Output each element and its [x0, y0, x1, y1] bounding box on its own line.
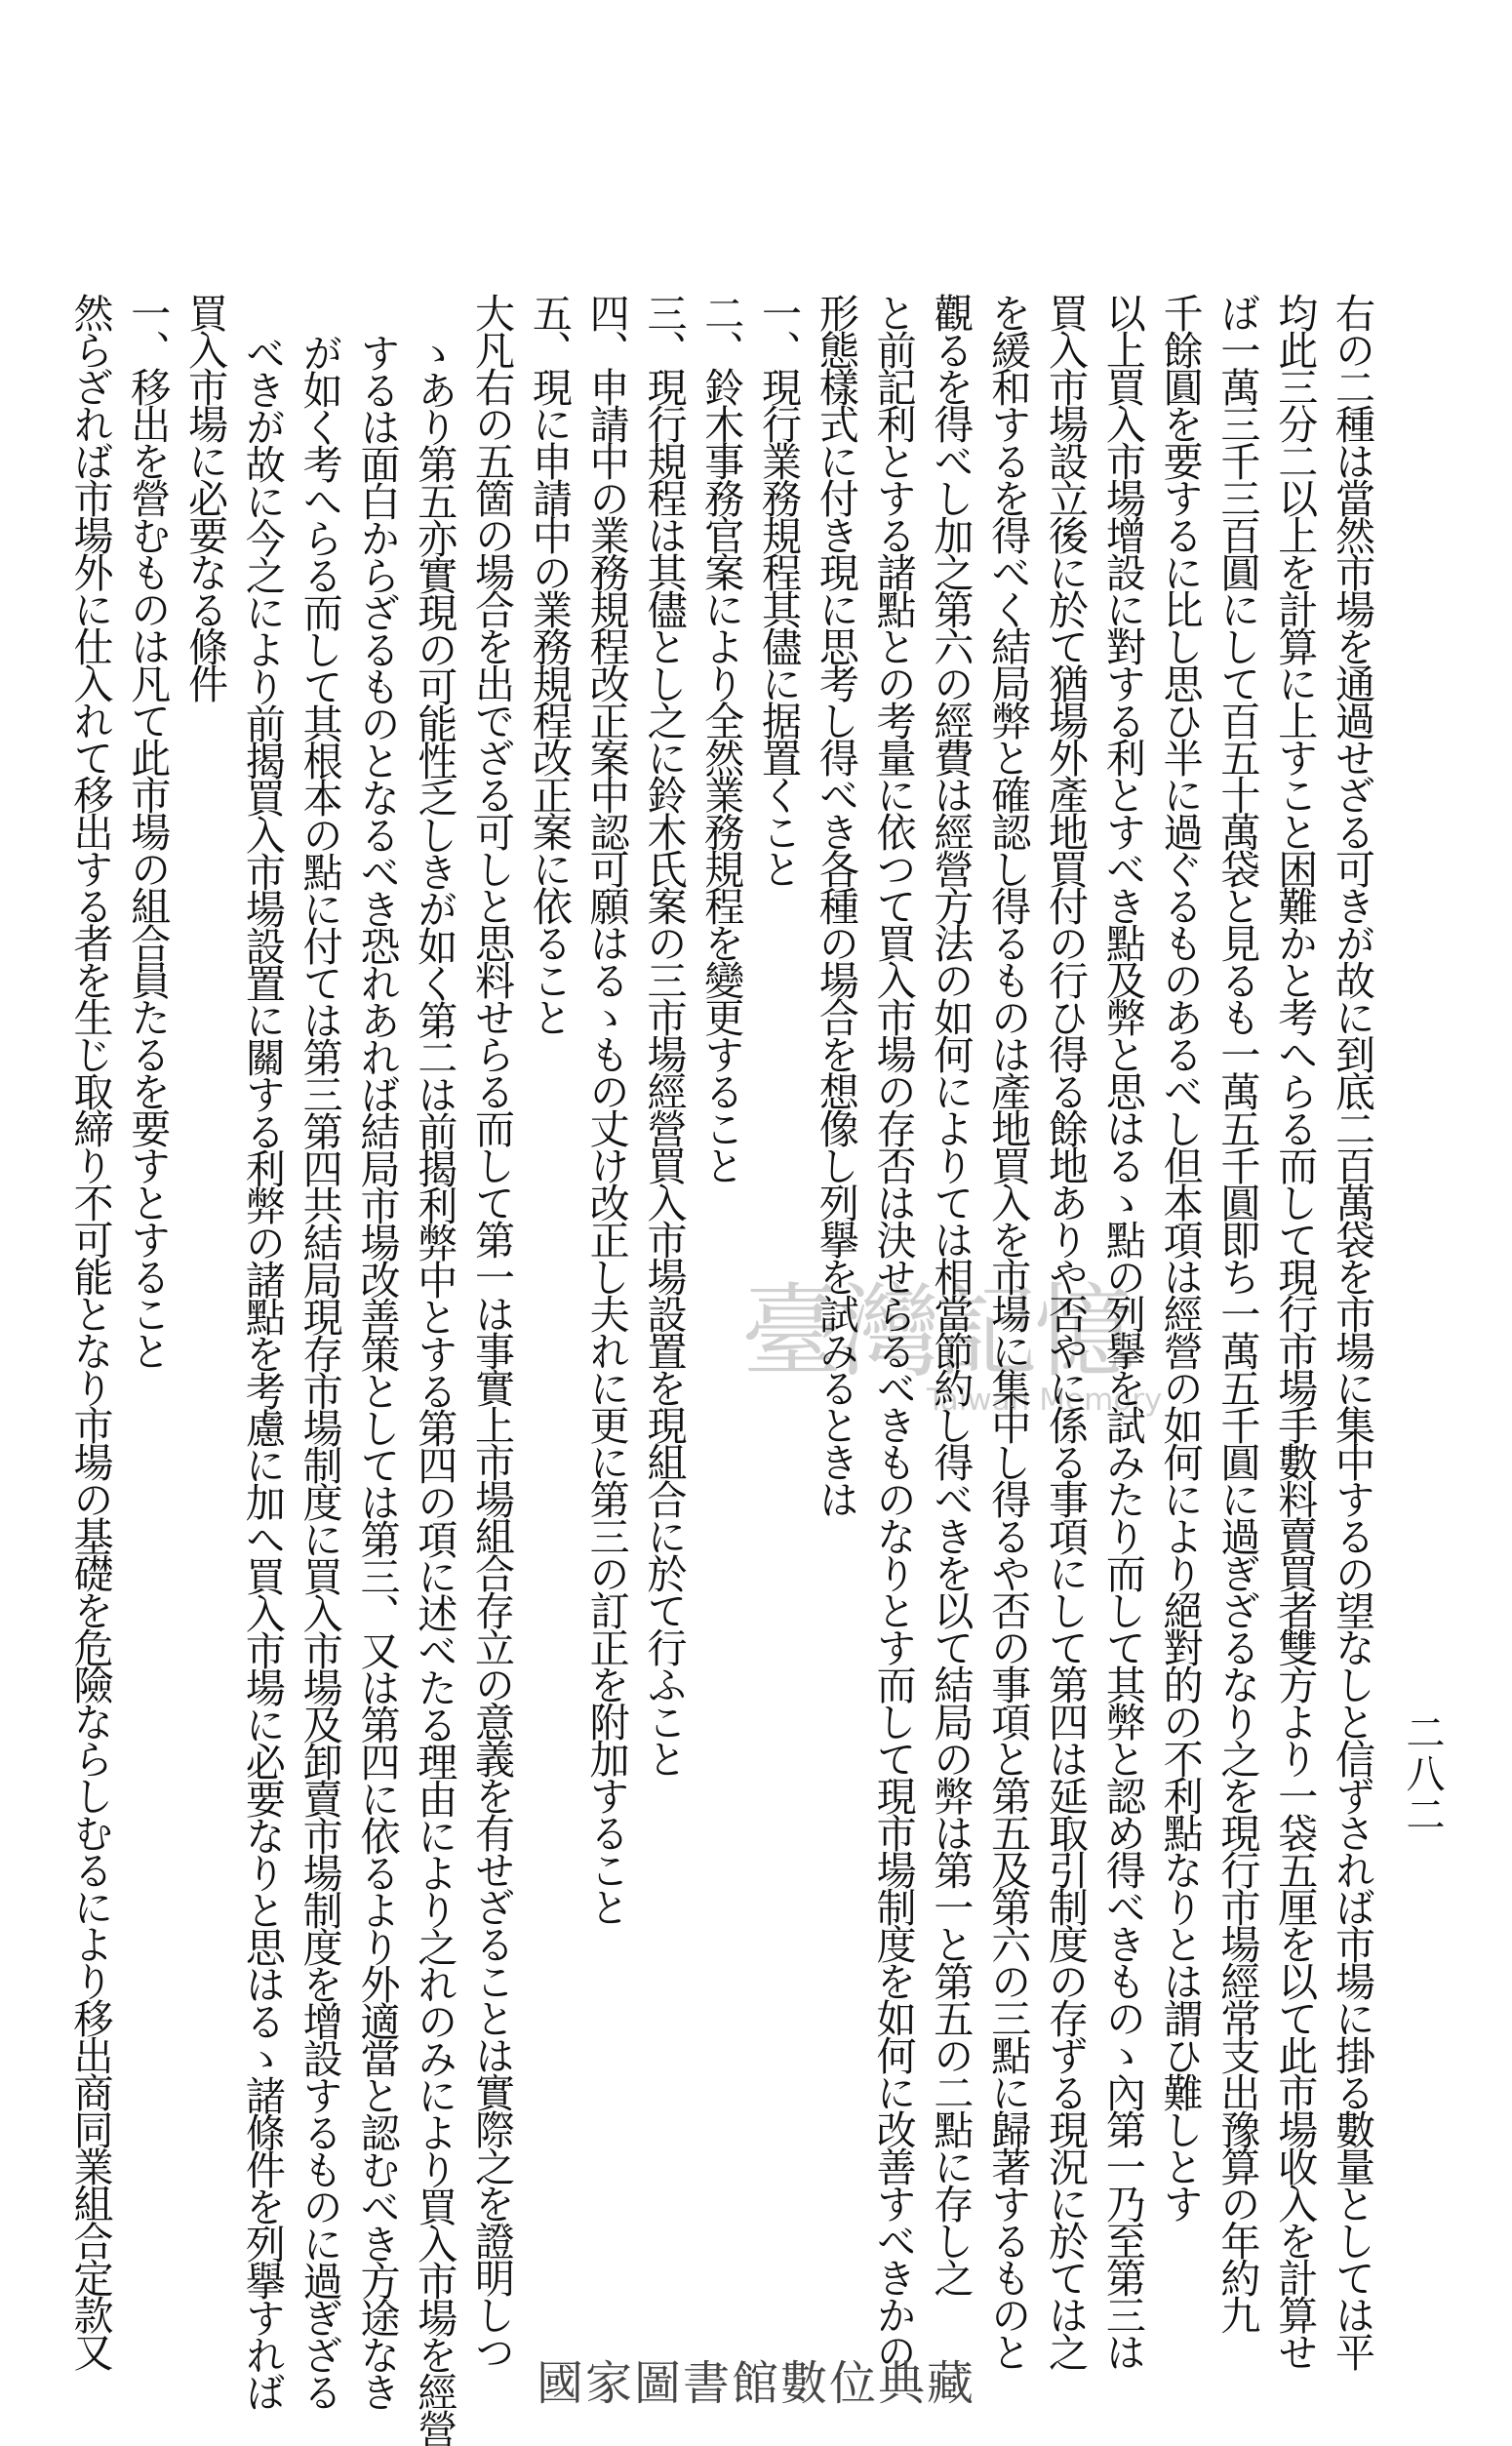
taiwan-memory-watermark [741, 1273, 1288, 1429]
page-number: 二八二 [1400, 1712, 1445, 1835]
footer-caption: 國家圖書館數位典藏 [536, 2356, 975, 2411]
watermark-english: Taiwan Memory [927, 1383, 1163, 1418]
list-item: 四、申請中の業務規程改正案中認可願はるゝもの丈け改正し夫れに更に第三の訂正を附加すること [582, 293, 630, 1924]
body-line: ば一萬三千三百圓にして百五十萬袋と見るも一萬五千圓即ち一萬五千圓に過ぎざるなり之を現行市場經常支出豫算の年約九 [1214, 293, 1261, 2332]
section-heading: 買入市場に必要なる條件 [181, 293, 229, 701]
body-line: 買入市場設立後に於て猶場外產地買付の行ひ得る餘地ありや否やに係る事項にして第四は延取引制度の存ずる現況に於ては之 [1042, 293, 1090, 2369]
list-item: 五、現に申請中の業務規程改正案に依ること [525, 293, 573, 1034]
list-item: 三、現行規程は其儘とし之に鈴木氏案の三市場經營買入市場設置を現組合に於て行ふこと [640, 293, 688, 1776]
list-item: 一、現行業務規程其儘に据置くこと [755, 293, 803, 886]
list-item: 二、鈴木事務官案により全然業務規程を變更すること [697, 293, 745, 1183]
body-line: 千餘圓を要するに比し思ひ半に過ぐるものあるべし但本項は經營の如何により絕對的の不利點なりとは謂ひ難しとす [1156, 293, 1204, 2221]
body-line: べきが故に今之により前揭買入市場設置に關する利弊の諸點を考慮に加へ買入市場に必要なりと思はるゝ諸條件を列擧すれば [238, 333, 286, 2409]
body-line: 觀るを得べし加之第六の經費は經營方法の如何によりては相當節約し得べきを以て結局の弊は第一と第五の二點に存し之 [927, 293, 975, 2295]
body-line: を緩和するを得べく結局弊と確認し得るものは產地買入を市場に集中し得るや否の事項と第五及第六の三點に歸著するものと [984, 293, 1032, 2369]
list-item: 一、移出を營むものは凡て此市場の組合員たるを要すとすること [124, 293, 172, 1368]
body-line: 大凡右の五箇の場合を出でざる可しと思料せらる而して第一は事實上市場組合存立の意義を有せざることは實際之を證明しつ [468, 293, 516, 2369]
body-line: が如く考へらる而して其根本の點に付ては第三第四共結局現存市場制度に買入市場及卸賣市場制度を增設するものに過ぎざる [296, 333, 343, 2409]
body-line: 均此三分二以上を計算に上すこと困難かと考へらる而して現行市場手數料賣買者雙方より一袋五厘を以て此市場收入を計算せ [1271, 293, 1319, 2369]
body-line: と前記利とする諸點との考量に依つて買入市場の存否は決せらるべきものなりとす而して現市場制度を如何に改善すべきかの [869, 293, 917, 2369]
body-line: するは面白からざるものとなるべき恐れあれば結局市場改善策としては第三、又は第四に依るより外適當と認むべき方途なき [353, 333, 401, 2409]
body-line: 然らざれば市場外に仕入れて移出する者を生じ取締り不可能となり市場の基礎を危險ならしむるにより移出商同業組合定款又 [66, 293, 114, 2369]
body-line: 形態樣式に付き現に思考し得べき各種の場合を想像し列擧を試みるときは [812, 293, 859, 1516]
body-line: 以上買入市場增設に對する利とすべき點及弊と思はるゝ點の列擧を試みたり而して其弊と認め得べきものゝ內第一乃至第三は [1098, 293, 1146, 2369]
body-line: ゝあり第五亦實現の可能性乏しきが如く第二は前揭利弊中とする第四の項に述べたる理由により之れのみにより買入市場を經營 [411, 333, 458, 2446]
watermark-chinese: 臺灣記憶 [741, 1272, 1133, 1391]
body-line: 右の二種は當然市場を通過せざる可きが故に到底二百萬袋を市場に集中するの望なしと信ずされば市場に掛る數量としては平 [1329, 293, 1375, 2369]
